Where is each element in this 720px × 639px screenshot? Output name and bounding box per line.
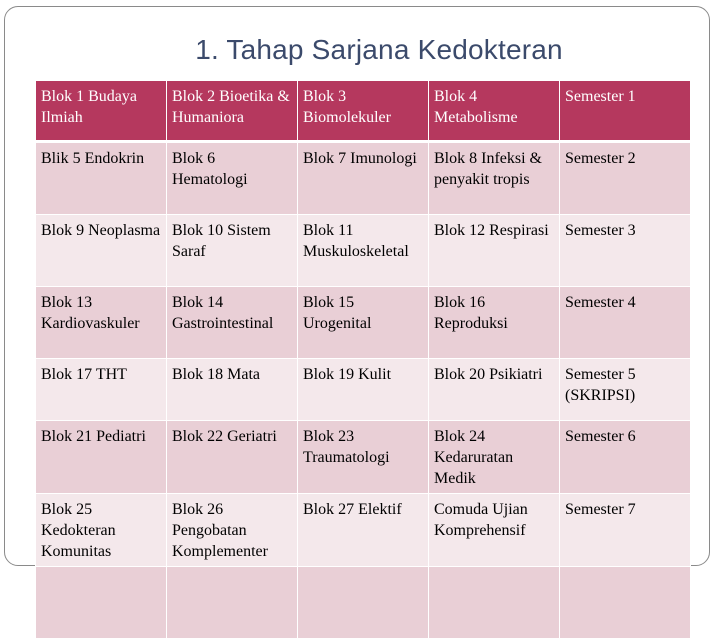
table-cell: Blok 24 Kedaruratan Medik (429, 421, 560, 494)
table-row (36, 359, 691, 421)
table-cell: Semester 7 (560, 494, 691, 567)
table-cell: Comuda Ujian Komprehensif (429, 494, 560, 567)
table-row (36, 215, 691, 287)
table-cell (429, 567, 560, 639)
table-row (36, 287, 691, 359)
table-cell: Blok 10 Sistem Saraf (167, 215, 298, 287)
table-cell: Semester 3 (560, 215, 691, 287)
header-cell: Blok 3 Biomolekuler (298, 81, 429, 142)
table-cell: Semester 6 (560, 421, 691, 494)
table-cell: Blok 20 Psikiatri (429, 359, 560, 421)
table-cell: Blok 15 Urogenital (298, 287, 429, 359)
curriculum-table (35, 80, 691, 639)
table-row (36, 142, 691, 215)
table-cell (36, 567, 167, 639)
table-cell: Blok 27 Elektif (298, 494, 429, 567)
table-row (36, 421, 691, 494)
table-cell (298, 567, 429, 639)
table-cell: Blik 5 Endokrin (36, 142, 167, 215)
table-cell: Blok 26 Pengobatan Komplementer (167, 494, 298, 567)
table-cell: Blok 21 Pediatri (36, 421, 167, 494)
table-cell: Blok 19 Kulit (298, 359, 429, 421)
table-cell: Semester 4 (560, 287, 691, 359)
table-cell: Blok 7 Imunologi (298, 142, 429, 215)
header-cell: Blok 4 Metabolisme (429, 81, 560, 142)
header-cell: Blok 1 Budaya Ilmiah (36, 81, 167, 142)
table-row (36, 567, 691, 639)
table-cell: Blok 14 Gastrointestinal (167, 287, 298, 359)
table-cell: Blok 23 Traumatologi (298, 421, 429, 494)
table-cell: Blok 12 Respirasi (429, 215, 560, 287)
table-cell: Blok 9 Neoplasma (36, 215, 167, 287)
header-cell: Blok 2 Bioetika & Humaniora (167, 81, 298, 142)
header-cell: Semester 1 (560, 81, 691, 142)
table-cell: Semester 5 (SKRIPSI) (560, 359, 691, 421)
table-cell: Blok 22 Geriatri (167, 421, 298, 494)
table-cell (560, 567, 691, 639)
table-cell: Blok 8 Infeksi & penyakit tropis (429, 142, 560, 215)
table-cell: Blok 17 THT (36, 359, 167, 421)
table-cell: Blok 18 Mata (167, 359, 298, 421)
table-row (36, 494, 691, 567)
page-title: 1. Tahap Sarjana Kedokteran (195, 34, 563, 65)
table-cell (167, 567, 298, 639)
table-cell: Blok 11 Muskuloskeletal (298, 215, 429, 287)
table-cell: Blok 16 Reproduksi (429, 287, 560, 359)
table-cell: Blok 6 Hematologi (167, 142, 298, 215)
table-cell: Blok 25 Kedokteran Komunitas (36, 494, 167, 567)
table-cell: Semester 2 (560, 142, 691, 215)
table-cell: Blok 13 Kardiovaskuler (36, 287, 167, 359)
table-header-row (36, 81, 691, 142)
